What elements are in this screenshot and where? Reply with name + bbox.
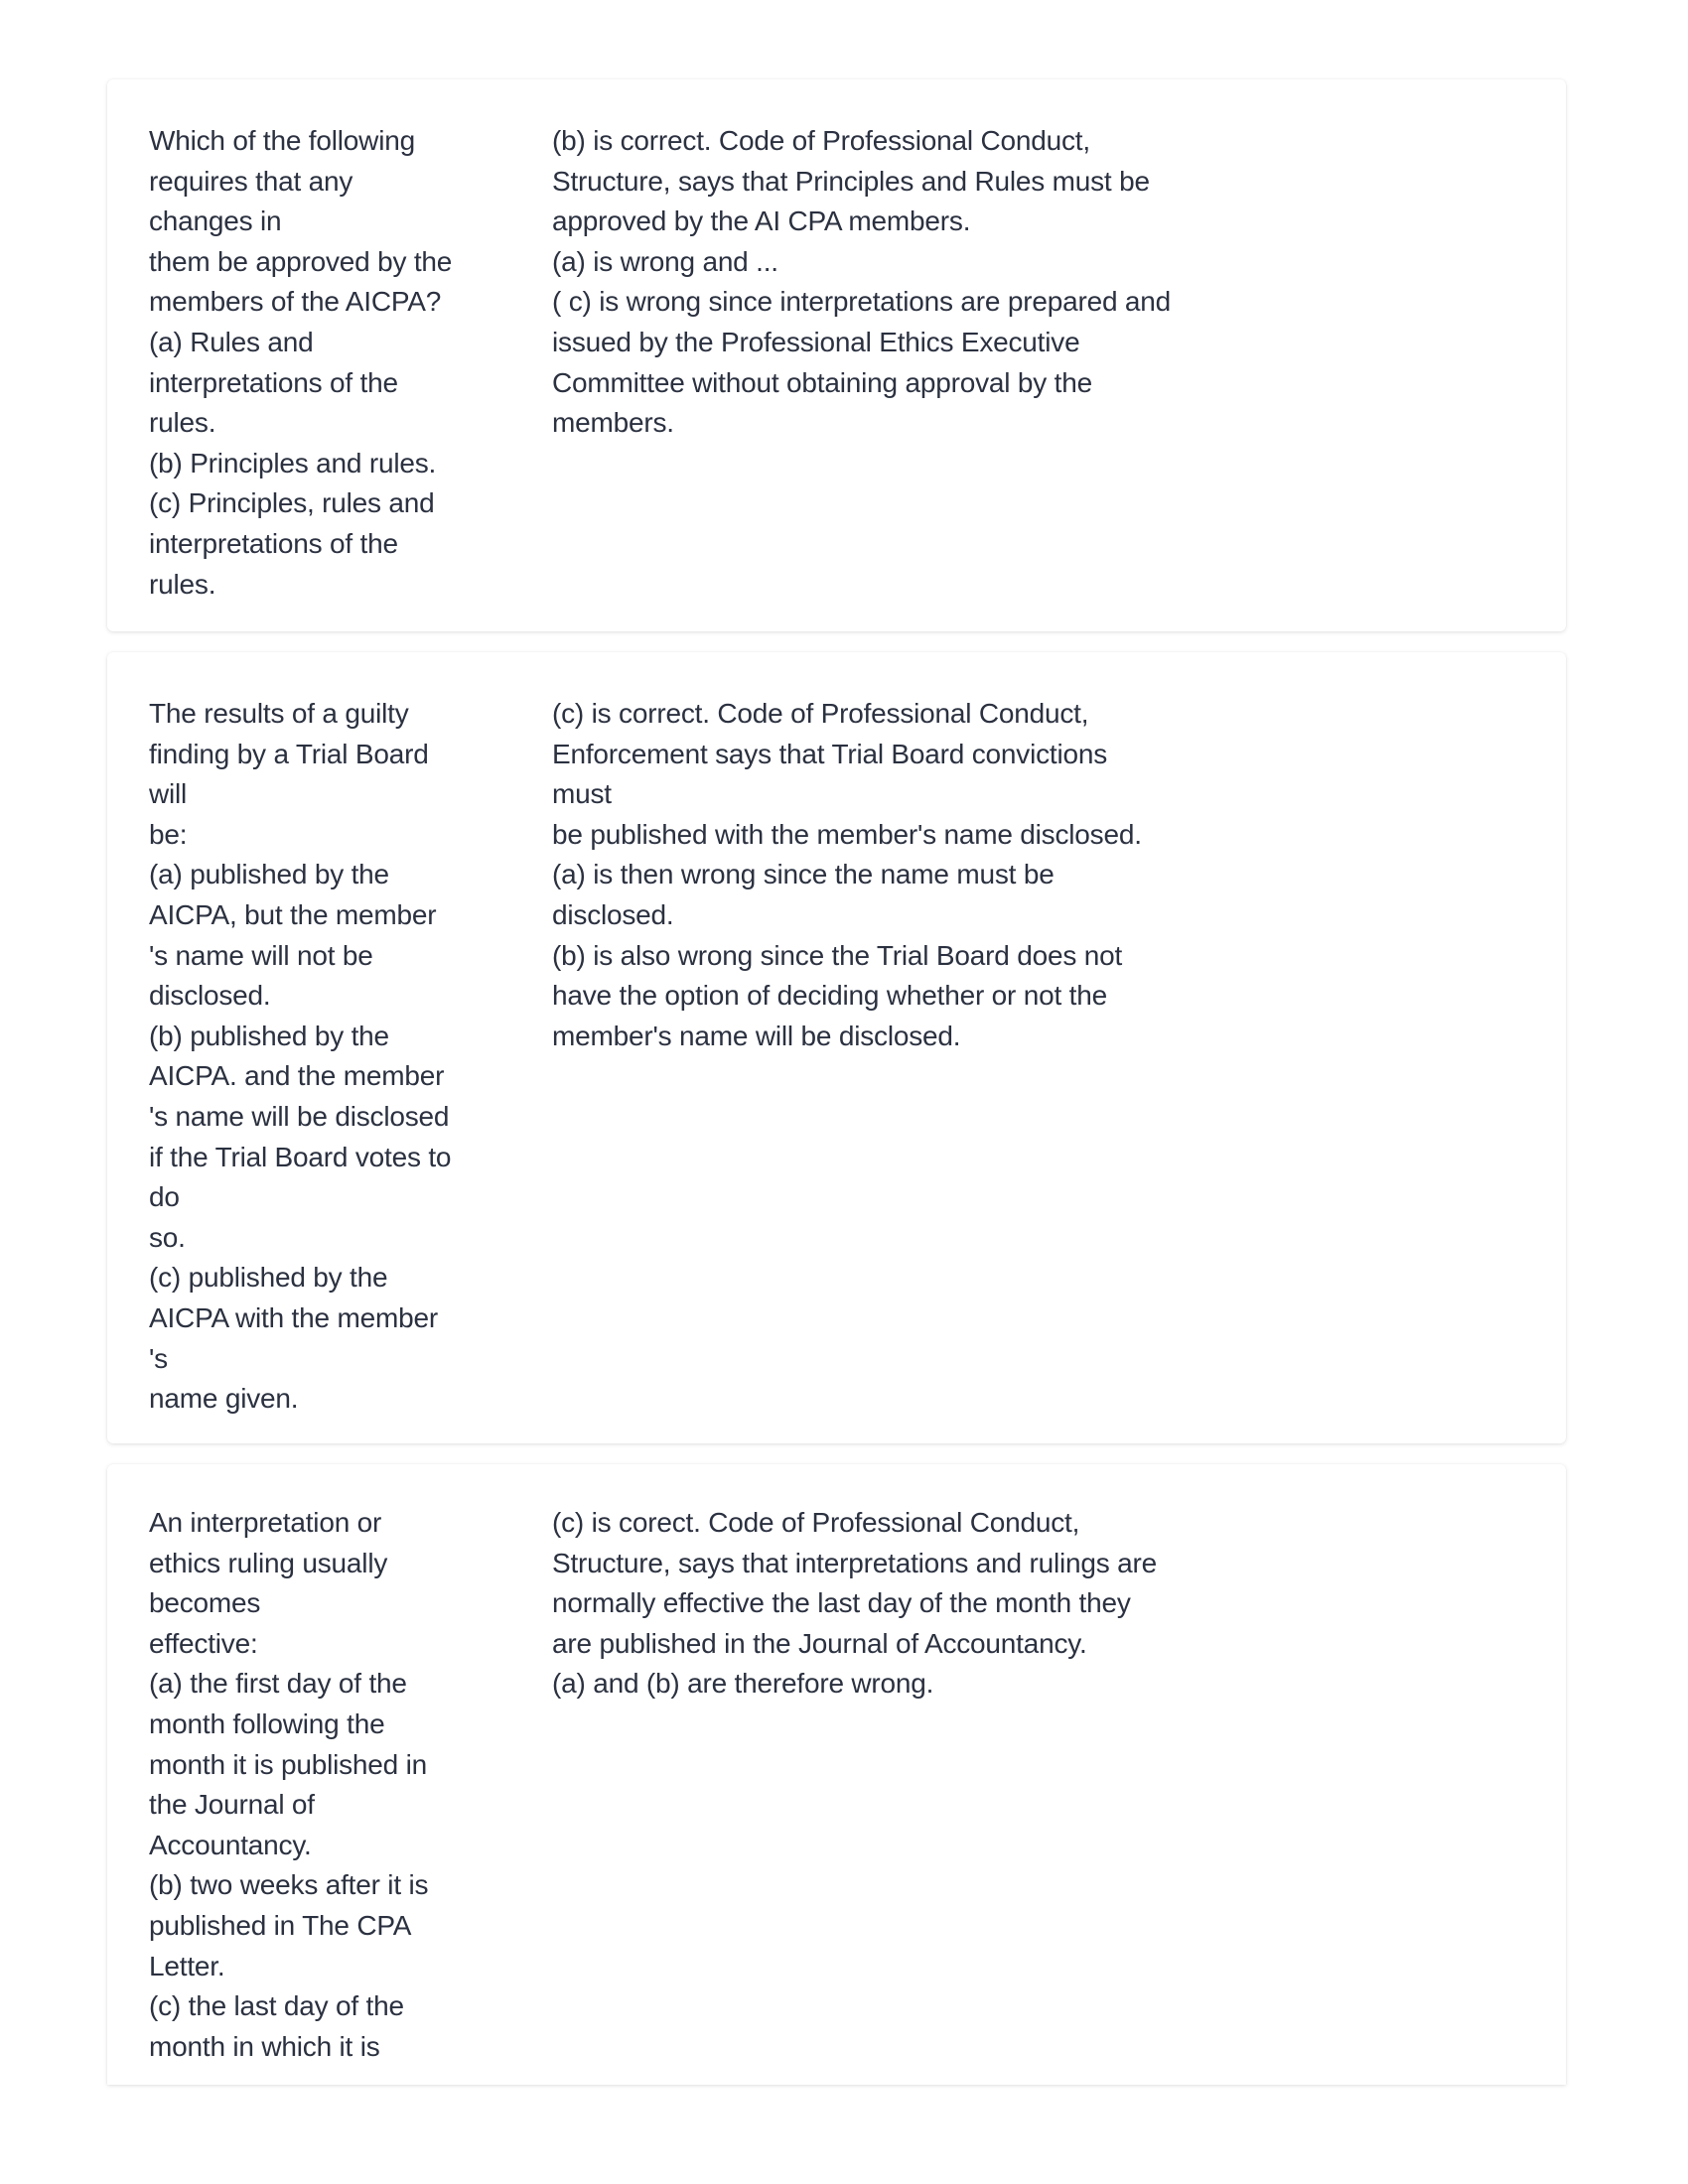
flashcard-1 — [107, 79, 1566, 631]
card-question: An interpretation or ethics ruling usually becomes effective: (a) the first day of the month following the month it is published in the Journal of Accountancy. (b) two weeks after it is published in The CPA Letter. (c) the last day of the month in which it is — [149, 1507, 429, 2062]
flashcard-3 — [107, 1464, 1566, 2085]
card-question: Which of the following requires that any changes in them be approved by the members of the AICPA? (a) Rules and interpretations of the rules. (b) Principles and rules. (c) Principles, rules and interpretations of the rules. — [149, 125, 453, 600]
card-question: The results of a guilty finding by a Trial Board will be: (a) published by the AICPA, but the member 's name will not be disclosed. (b) published by the AICPA. and the member 's name will be disclosed if the Trial Board votes to do so. (c) published by the AICPA with the member 's name given. — [149, 698, 452, 1415]
card-answer: (c) is correct. Code of Professional Conduct, Enforcement says that Trial Board convictions must be published with the member's name disclosed. (a) is then wrong since the name must be disclosed. (b) is also wrong since the Trial Board does not have the option of deciding whether or not the member's name will be disclosed. — [552, 698, 1142, 1051]
card-answer: (c) is corect. Code of Professional Conduct, Structure, says that interpretations and rulings are normally effective the last day of the month they are published in the Journal of Accountancy. (a) and (b) are therefore wrong. — [552, 1507, 1158, 1700]
flashcard-2 — [107, 652, 1566, 1443]
card-answer: (b) is correct. Code of Professional Conduct, Structure, says that Principles and Rules must be approved by the AI CPA members. (a) is wrong and ... ( c) is wrong since interpretations are prepared and issued by the Professional Ethics Executive Committee without obtaining approval by the members. — [552, 125, 1172, 439]
